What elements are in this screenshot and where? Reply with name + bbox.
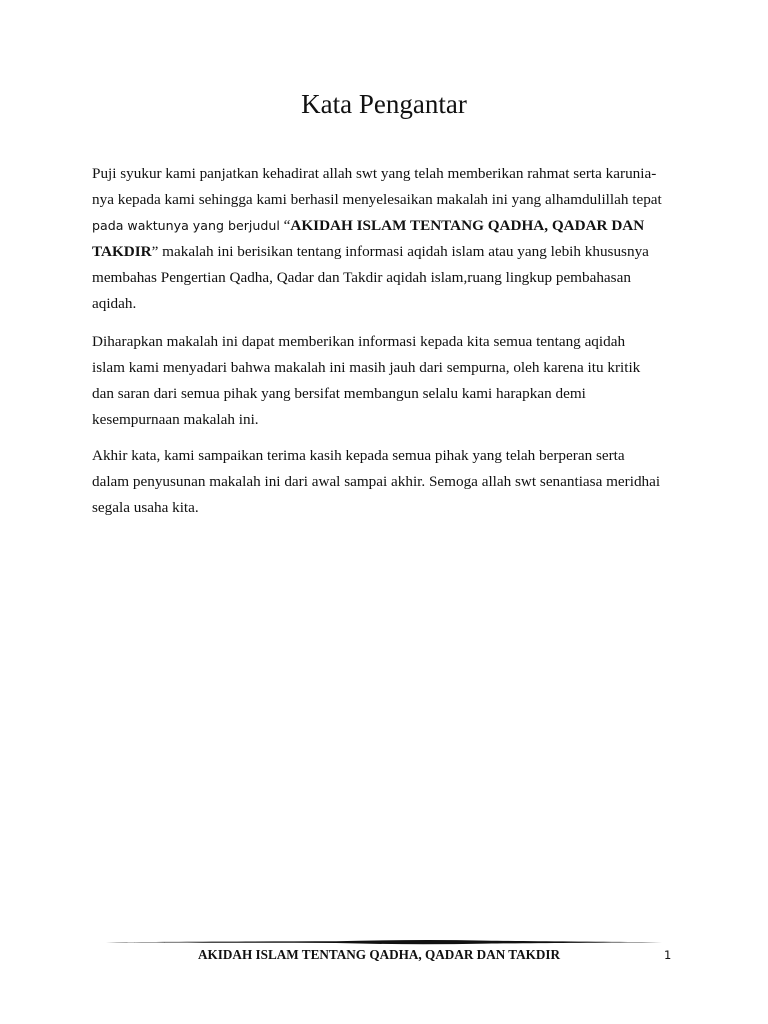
footer-divider (106, 938, 662, 946)
bold-title-span: AKIDAH ISLAM TENTANG QADHA, QADAR DAN (290, 217, 645, 234)
page-number: 1 (664, 948, 672, 962)
text-line: Akhir kata, kami sampaikan terima kasih kepada semua pihak yang telah berperan serta (92, 447, 625, 464)
text-line: dan saran dari semua pihak yang bersifat membangun selalu kami harapkan demi (92, 385, 586, 402)
text-line: dalam penyusunan makalah ini dari awal sampai akhir. Semoga allah swt senantiasa meridhai (92, 473, 661, 490)
bold-title-span: TAKDIR (92, 243, 152, 260)
text-line (92, 216, 644, 236)
text-line: Diharapkan makalah ini dapat memberikan informasi kepada kita semua tentang aqidah (92, 333, 626, 350)
page-title: Kata Pengantar (301, 89, 467, 119)
text-line: aqidah. (92, 295, 137, 312)
text-line: nya kepada kami sehingga kami berhasil menyelesaikan makalah ini yang alhamdulillah tepat (92, 191, 662, 208)
text-span: “ (279, 217, 291, 234)
text-line: membahas Pengertian Qadha, Qadar dan Takdir aqidah islam,ruang lingkup pembahasan (92, 269, 631, 286)
text-line: segala usaha kita. (92, 499, 199, 516)
text-line: kesempurnaan makalah ini. (92, 411, 259, 428)
text-span: ” makalah ini berisikan tentang informasi aqidah islam atau yang lebih khususnya (151, 243, 649, 260)
text-line: islam kami menyadari bahwa makalah ini masih jauh dari sempurna, oleh karena itu kritik (92, 359, 641, 376)
text-span: pada waktunya yang berjudul (92, 218, 280, 233)
text-line: Puji syukur kami panjatkan kehadirat allah swt yang telah memberikan rahmat serta karunia- (92, 165, 657, 182)
text-line (92, 242, 649, 262)
footer-title: AKIDAH ISLAM TENTANG QADHA, QADAR DAN TAKDIR (198, 947, 561, 962)
